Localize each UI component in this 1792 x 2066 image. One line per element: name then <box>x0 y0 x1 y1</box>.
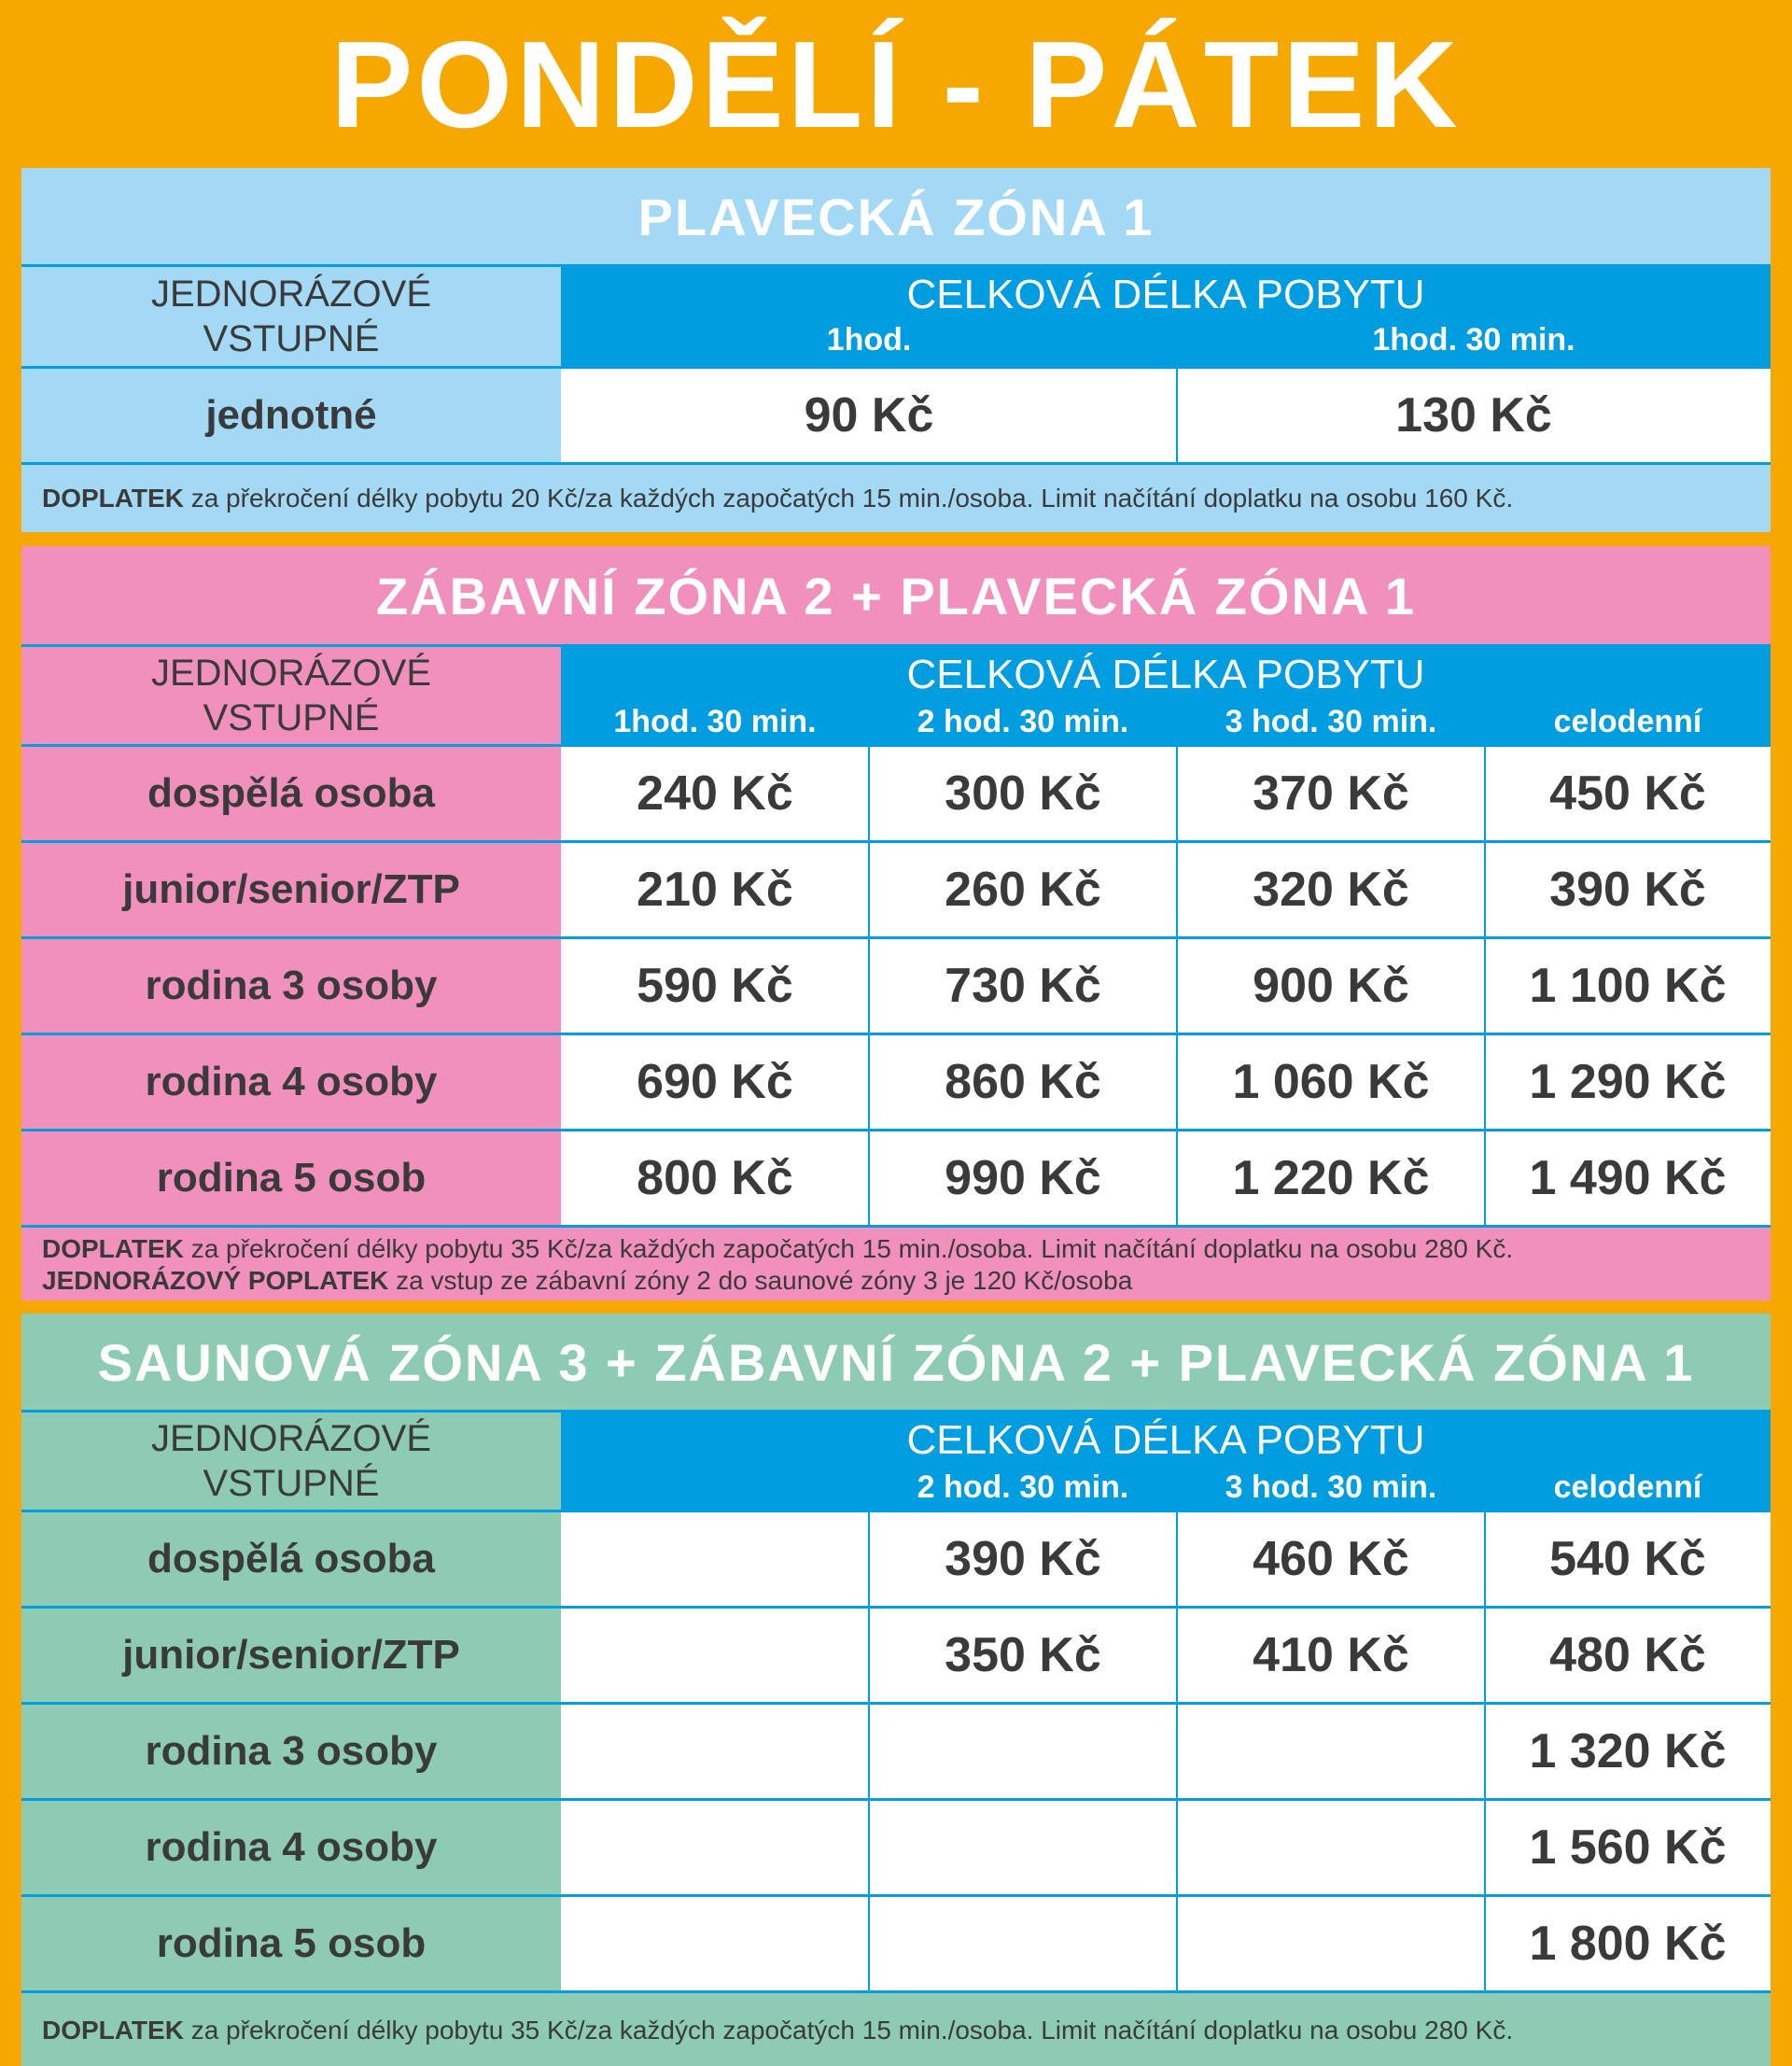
note-lead: DOPLATEK <box>42 484 184 513</box>
row-label: rodina 5 osob <box>156 1920 427 1966</box>
row-label: jednotné <box>205 392 377 438</box>
column-header: 2 hod. 30 min. <box>917 1469 1129 1505</box>
column-divider <box>1484 1131 1486 1225</box>
zone2-title: ZÁBAVNÍ ZÓNA 2 + PLAVECKÁ ZÓNA 1 <box>375 566 1417 625</box>
price-cell <box>561 1512 869 1606</box>
price-cell: 1 100 Kč <box>1485 939 1771 1033</box>
price-cell <box>561 1801 869 1894</box>
row-label: rodina 3 osoby <box>145 963 438 1008</box>
row-divider <box>21 1990 1771 1993</box>
row-label: rodina 5 osob <box>156 1155 427 1201</box>
zone2-section <box>21 546 1771 1300</box>
price-cell: 1 220 Kč <box>1177 1131 1485 1225</box>
zone1-surcharge-note <box>21 465 1771 532</box>
price-cell <box>1177 1801 1485 1894</box>
note-lead: DOPLATEK <box>42 1234 184 1263</box>
price-cell <box>561 1897 869 1990</box>
price-cell: 260 Kč <box>869 843 1177 936</box>
column-divider <box>1176 1131 1178 1225</box>
column-divider <box>868 747 870 840</box>
price-cell: 320 Kč <box>1177 843 1485 936</box>
price-cell: 390 Kč <box>1485 843 1771 936</box>
price-cell: 1 290 Kč <box>1485 1035 1771 1129</box>
column-divider <box>868 1512 870 1606</box>
price-cell <box>561 1609 869 1702</box>
column-divider <box>1484 747 1486 840</box>
price-cell: 350 Kč <box>869 1609 1177 1702</box>
zone1-title: PLAVECKÁ ZÓNA 1 <box>637 188 1155 246</box>
column-divider <box>1484 1512 1486 1606</box>
column-divider <box>1484 1705 1486 1798</box>
price-cell <box>1177 1897 1485 1990</box>
entry-type-header <box>21 646 561 745</box>
price-cell: 370 Kč <box>1177 747 1485 840</box>
duration-header-title: CELKOVÁ DÉLKA POBYTU <box>906 1417 1425 1463</box>
duration-header-title: CELKOVÁ DÉLKA POBYTU <box>906 652 1425 697</box>
column-divider <box>1484 843 1486 936</box>
page-title: PONDĚLÍ - PÁTEK <box>330 15 1462 153</box>
column-divider <box>1484 1801 1486 1894</box>
column-divider <box>1176 1609 1178 1702</box>
column-header: 1hod. <box>826 322 912 358</box>
column-header: celodenní <box>1553 1469 1702 1505</box>
price-cell: 1 560 Kč <box>1485 1801 1771 1894</box>
price-cell: 460 Kč <box>1177 1512 1485 1606</box>
row-label: rodina 3 osoby <box>145 1728 438 1774</box>
price-cell: 210 Kč <box>561 843 869 936</box>
entry-type-header <box>21 266 561 367</box>
price-cell: 410 Kč <box>1177 1609 1485 1702</box>
column-header: 3 hod. 30 min. <box>1225 704 1437 739</box>
column-header: 1hod. 30 min. <box>613 704 817 739</box>
price-cell <box>1177 1705 1485 1798</box>
price-cell <box>561 1705 869 1798</box>
zone3-surcharge-note <box>21 1995 1771 2066</box>
price-cell: 540 Kč <box>1485 1512 1771 1606</box>
price-cell: 860 Kč <box>869 1035 1177 1129</box>
zone3-title: SAUNOVÁ ZÓNA 3 + ZÁBAVNÍ ZÓNA 2 + PLAVECKÁ ZÓNA 1 <box>97 1332 1695 1392</box>
note2-lead: JEDNORÁZOVÝ POPLATEK <box>42 1266 389 1295</box>
price-cell: 90 Kč <box>561 369 1177 462</box>
column-divider <box>1176 1512 1178 1606</box>
duration-header-title: CELKOVÁ DÉLKA POBYTU <box>906 272 1425 317</box>
duration-header <box>561 646 1771 745</box>
price-cell: 1 800 Kč <box>1485 1897 1771 1990</box>
column-divider <box>1484 1035 1486 1129</box>
column-header: 2 hod. 30 min. <box>917 704 1129 739</box>
price-cell: 390 Kč <box>869 1512 1177 1606</box>
entry-type-header <box>21 1412 561 1511</box>
row-label: rodina 4 osoby <box>145 1059 438 1104</box>
price-cell: 990 Kč <box>869 1131 1177 1225</box>
column-divider <box>868 1705 870 1798</box>
note-text: za překročení délky pobytu 35 Kč/za každých započatých 15 min./osoba. Limit načítání doplatku na osobu 280 Kč. <box>183 1234 1514 1263</box>
column-divider <box>1484 1897 1486 1990</box>
price-cell: 130 Kč <box>1177 369 1771 462</box>
price-cell: 590 Kč <box>561 939 869 1033</box>
note-text: za překročení délky pobytu 20 Kč/za každých započatých 15 min./osoba. Limit načítání doplatku na osobu 160 Kč. <box>183 484 1514 513</box>
column-divider <box>868 1609 870 1702</box>
price-cell: 800 Kč <box>561 1131 869 1225</box>
row-label: dospělá osoba <box>147 770 436 816</box>
price-cell: 1 320 Kč <box>1485 1705 1771 1798</box>
price-cell: 1 490 Kč <box>1485 1131 1771 1225</box>
column-divider <box>1176 939 1178 1033</box>
price-cell: 240 Kč <box>561 747 869 840</box>
column-header: 1hod. 30 min. <box>1372 322 1575 358</box>
price-cell <box>869 1801 1177 1894</box>
entry-label-line1: JEDNORÁZOVÉ <box>150 274 432 315</box>
column-divider <box>868 1897 870 1990</box>
row-label: junior/senior/ZTP <box>122 1632 460 1678</box>
price-cell: 690 Kč <box>561 1035 869 1129</box>
entry-label-line2: VSTUPNÉ <box>203 697 380 738</box>
price-cell: 450 Kč <box>1485 747 1771 840</box>
entry-label-line1: JEDNORÁZOVÉ <box>150 653 432 694</box>
column-divider <box>868 939 870 1033</box>
column-divider <box>1176 1035 1178 1129</box>
note2-text: za vstup ze zábavní zóny 2 do saunové zóny 3 je 120 Kč/osoba <box>388 1266 1133 1295</box>
column-divider <box>868 1801 870 1894</box>
column-divider <box>1176 843 1178 936</box>
column-header: 3 hod. 30 min. <box>1225 1469 1437 1505</box>
column-divider <box>1176 1801 1178 1894</box>
price-cell: 300 Kč <box>869 747 1177 840</box>
column-divider <box>868 1035 870 1129</box>
column-divider <box>868 843 870 936</box>
row-divider <box>21 1225 1771 1228</box>
zone2-surcharge-note <box>21 1230 1771 1300</box>
row-label: rodina 4 osoby <box>145 1824 438 1870</box>
entry-label-line2: VSTUPNÉ <box>203 318 380 359</box>
column-divider <box>1176 1897 1178 1990</box>
entry-label-line1: JEDNORÁZOVÉ <box>150 1418 432 1459</box>
zone1-section <box>21 168 1771 532</box>
column-divider <box>868 1131 870 1225</box>
price-cell: 900 Kč <box>1177 939 1485 1033</box>
column-divider <box>1176 747 1178 840</box>
column-divider <box>1176 1705 1178 1798</box>
note-text: za překročení délky pobytu 35 Kč/za každých započatých 15 min./osoba. Limit načítání doplatku na osobu 280 Kč. <box>183 2016 1514 2045</box>
price-cell <box>869 1705 1177 1798</box>
price-cell <box>869 1897 1177 1990</box>
price-cell: 730 Kč <box>869 939 1177 1033</box>
duration-header <box>561 266 1771 367</box>
column-divider <box>1484 1609 1486 1702</box>
entry-label-line2: VSTUPNÉ <box>203 1463 380 1504</box>
price-cell: 480 Kč <box>1485 1609 1771 1702</box>
note-lead: DOPLATEK <box>42 2016 184 2045</box>
column-header: celodenní <box>1553 704 1702 739</box>
duration-header <box>561 1412 1771 1511</box>
row-label: junior/senior/ZTP <box>122 866 460 912</box>
column-divider <box>1484 939 1486 1033</box>
price-cell: 1 060 Kč <box>1177 1035 1485 1129</box>
row-label: dospělá osoba <box>147 1536 436 1581</box>
zone3-section <box>21 1314 1771 2066</box>
